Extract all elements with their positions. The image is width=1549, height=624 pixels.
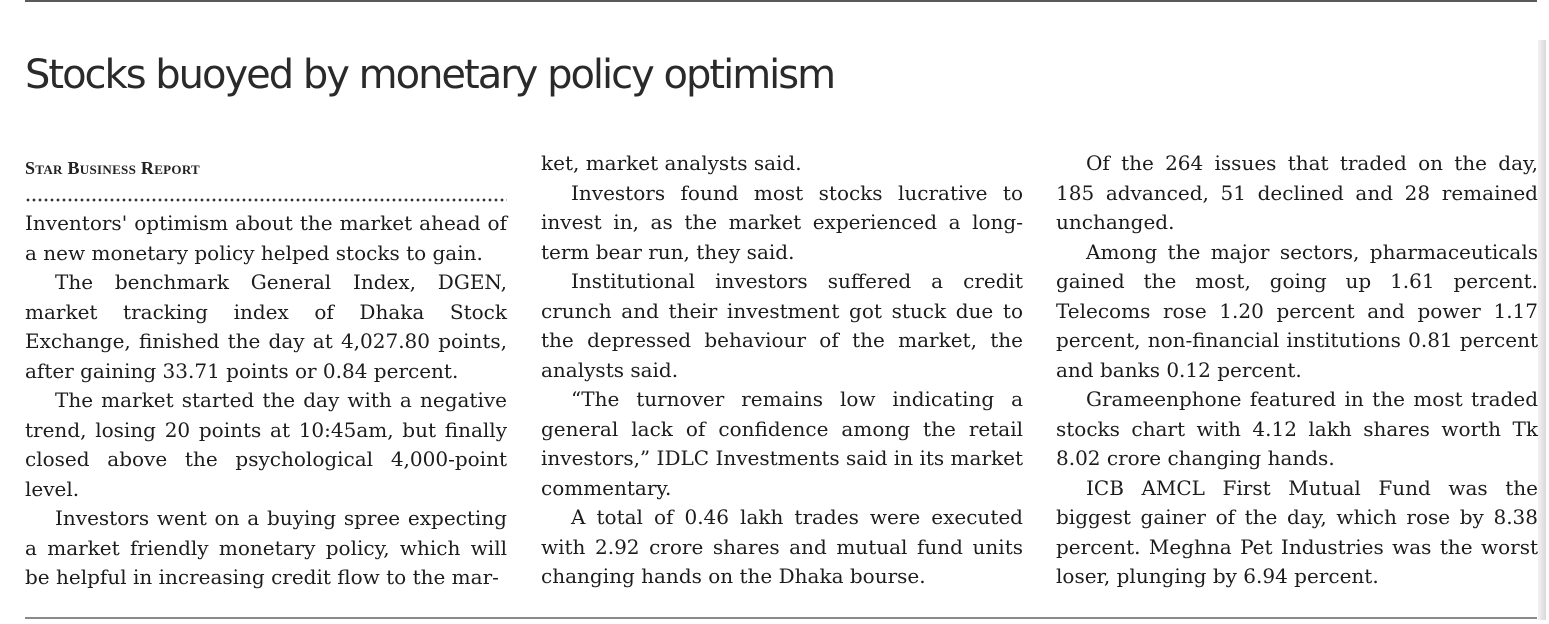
paragraph: “The turnover remains low indicating a general lack of confidence among the retail investors,” IDLC Investments said in its market commentary. — [541, 387, 1023, 500]
paragraph: Investors went on a buying spree expecting a market friendly monetary policy, which will be helpful in increasing credit flow to the mar- — [25, 506, 507, 589]
paragraph: Inventors' optimism about the market ahead of a new monetary policy helped stocks to gain. — [25, 211, 507, 265]
article-column-2 — [541, 149, 1023, 592]
paragraph: Of the 264 issues that traded on the day, 185 advanced, 51 declined and 28 remained unchanged. — [1056, 151, 1538, 234]
paragraph: A total of 0.46 lakh trades were executed with 2.92 crore shares and mutual fund units changing hands on the Dhaka bourse. — [541, 505, 1023, 588]
paragraph: ket, market analysts said. — [541, 151, 802, 175]
article-column-1 — [25, 209, 507, 593]
byline-dotted-rule — [25, 198, 507, 202]
top-rule — [25, 0, 1537, 2]
paragraph: Grameenphone featured in the most traded stocks chart with 4.12 lakh shares worth Tk 8.02 crore changing hands. — [1056, 387, 1538, 470]
bottom-rule — [25, 617, 1537, 619]
headline: Stocks buoyed by monetary policy optimism — [25, 52, 835, 98]
paragraph: Institutional investors suffered a credit crunch and their investment got stuck due to the depressed behaviour of the market, the analysts said. — [541, 269, 1023, 382]
paragraph: The market started the day with a negative trend, losing 20 points at 10:45am, but finally closed above the psychological 4,000-point level. — [25, 388, 507, 501]
article-column-3 — [1056, 149, 1538, 592]
paragraph: Among the major sectors, pharmaceuticals gained the most, going up 1.61 percent. Telecoms rose 1.20 percent and power 1.17 percent, non-financial institutions 0.81 percent and banks 0.12 percent. — [1056, 239, 1538, 382]
paragraph: Investors found most stocks lucrative to invest in, as the market experienced a long-term bear run, they said. — [541, 180, 1023, 264]
paragraph: ICB AMCL First Mutual Fund was the biggest gainer of the day, which rose by 8.38 percent. Meghna Pet Industries was the worst loser, plunging by 6.94 percent. — [1056, 475, 1538, 588]
byline: Star Business Report — [25, 158, 201, 178]
paragraph: The benchmark General Index, DGEN, market tracking index of Dhaka Stock Exchange, finished the day at 4,027.80 points, after gaining 33.71 points or 0.84 percent. — [25, 270, 507, 383]
